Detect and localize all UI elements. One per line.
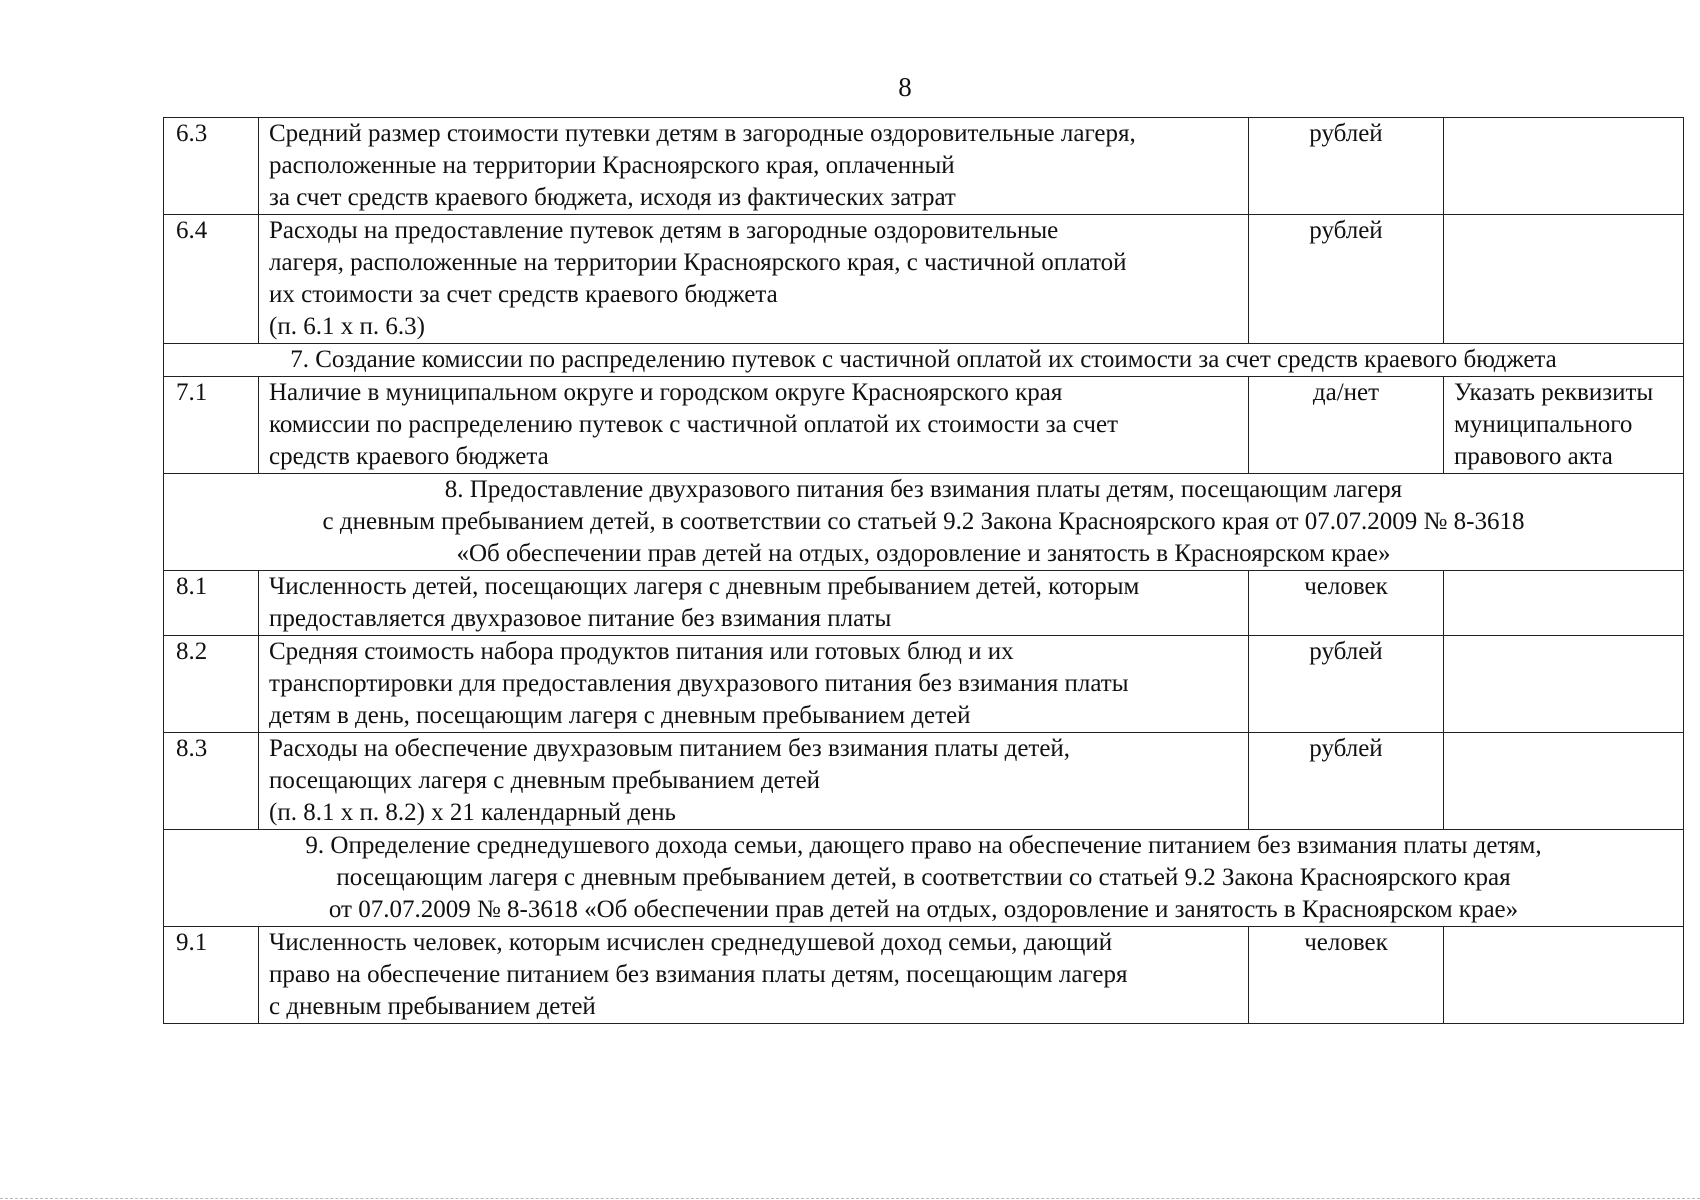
section-8-title [164,474,1684,571]
row-number: 7.1 [164,377,259,474]
section-line: 8. Предоставление двухразового питания без взимания платы детям, посещающим лагеря [444,476,1403,503]
row-unit: да/нет [1249,377,1444,474]
table-row [164,215,1684,344]
note-line: муниципального [1454,411,1633,438]
section-line: посещающим лагеря с дневным пребыванием детей, в соответствии со статьей 9.2 Закона Красноярского края [336,864,1511,891]
row-number: 8.1 [164,571,259,636]
row-note [1444,927,1684,1024]
description-line: транспортировки для предоставления двухразового питания без взимания платы [269,670,1129,697]
description-line: Наличие в муниципальном округе и городском округе Красноярского края [269,379,1063,406]
description-line: расположенные на территории Красноярского края, оплаченный [269,152,955,179]
row-number: 8.2 [164,636,259,733]
row-note [1444,636,1684,733]
section-line: от 07.07.2009 № 8-3618 «Об обеспечении прав детей на отдых, оздоровление и занятость в Красноярском крае» [328,896,1519,923]
section-9-title [164,830,1684,927]
description-line: за счет средств краевого бюджета, исходя из фактических затрат [269,184,956,211]
scan-edge-divider [0,1198,1700,1199]
row-note [1444,118,1684,215]
row-note [1444,733,1684,830]
description-line: Расходы на предоставление путевок детям в загородные оздоровительные [269,217,1059,244]
row-number: 6.3 [164,118,259,215]
table-row [164,118,1684,215]
description-line: комиссии по распределению путевок с частичной оплатой их стоимости за счет [269,411,1118,438]
page-number: 8 [898,72,912,102]
note-line: правового акта [1454,443,1613,470]
row-unit: рублей [1249,733,1444,830]
row-description [259,118,1249,215]
description-line: Средний размер стоимости путевки детям в загородные оздоровительные лагеря, [269,120,1136,147]
description-line: посещающих лагеря с дневным пребыванием детей [269,767,821,794]
row-unit: рублей [1249,636,1444,733]
row-number: 9.1 [164,927,259,1024]
description-line: Численность детей, посещающих лагеря с дневным пребыванием детей, которым [269,573,1140,600]
description-line: право на обеспечение питанием без взимания платы детям, посещающим лагеря [269,961,1128,988]
table-row [164,571,1684,636]
description-line: предоставляется двухразовое питание без взимания платы [269,605,892,632]
indicators-table [163,117,1684,1024]
section-line: 7. Создание комиссии по распределению путевок с частичной оплатой их стоимости за счет средств краевого бюджета [290,346,1557,373]
description-line: средств краевого бюджета [269,443,549,470]
section-header-row [164,474,1684,571]
row-description [259,571,1249,636]
row-number: 6.4 [164,215,259,344]
section-header-row [164,344,1684,377]
row-description [259,733,1249,830]
row-description [259,927,1249,1024]
description-line: Средняя стоимость набора продуктов питания или готовых блюд и их [269,638,1014,665]
row-description [259,636,1249,733]
table-row [164,377,1684,474]
description-line: (п. 8.1 х п. 8.2) х 21 календарный день [269,799,676,826]
row-description [259,377,1249,474]
description-line: их стоимости за счет средств краевого бюджета [269,281,778,308]
table-row [164,636,1684,733]
section-line: «Об обеспечении прав детей на отдых, оздоровление и занятость в Красноярском крае» [456,540,1391,567]
row-number: 8.3 [164,733,259,830]
section-line: с дневным пребыванием детей, в соответствии со статьей 9.2 Закона Красноярского края от 07.07.2009 № 8-3618 [322,508,1525,535]
description-line: Расходы на обеспечение двухразовым питанием без взимания платы детей, [269,735,1071,762]
description-line: Численность человек, которым исчислен среднедушевой доход семьи, дающий [269,929,1113,956]
row-unit: рублей [1249,118,1444,215]
table-row [164,733,1684,830]
row-unit: человек [1249,927,1444,1024]
row-description [259,215,1249,344]
section-line: 9. Определение среднедушевого дохода семьи, дающего право на обеспечение питанием без взимания платы детям, [305,832,1542,859]
row-note [1444,571,1684,636]
section-header-row [164,830,1684,927]
description-line: лагеря, расположенные на территории Красноярского края, с частичной оплатой [269,249,1127,276]
section-7-title [164,344,1684,377]
note-line: Указать реквизиты [1454,379,1654,406]
table-row [164,927,1684,1024]
row-note [1444,377,1684,474]
row-unit: человек [1249,571,1444,636]
row-note [1444,215,1684,344]
row-unit: рублей [1249,215,1444,344]
description-line: детям в день, посещающим лагеря с дневным пребыванием детей [269,702,971,729]
description-line: с дневным пребыванием детей [269,993,596,1020]
description-line: (п. 6.1 х п. 6.3) [269,313,425,340]
